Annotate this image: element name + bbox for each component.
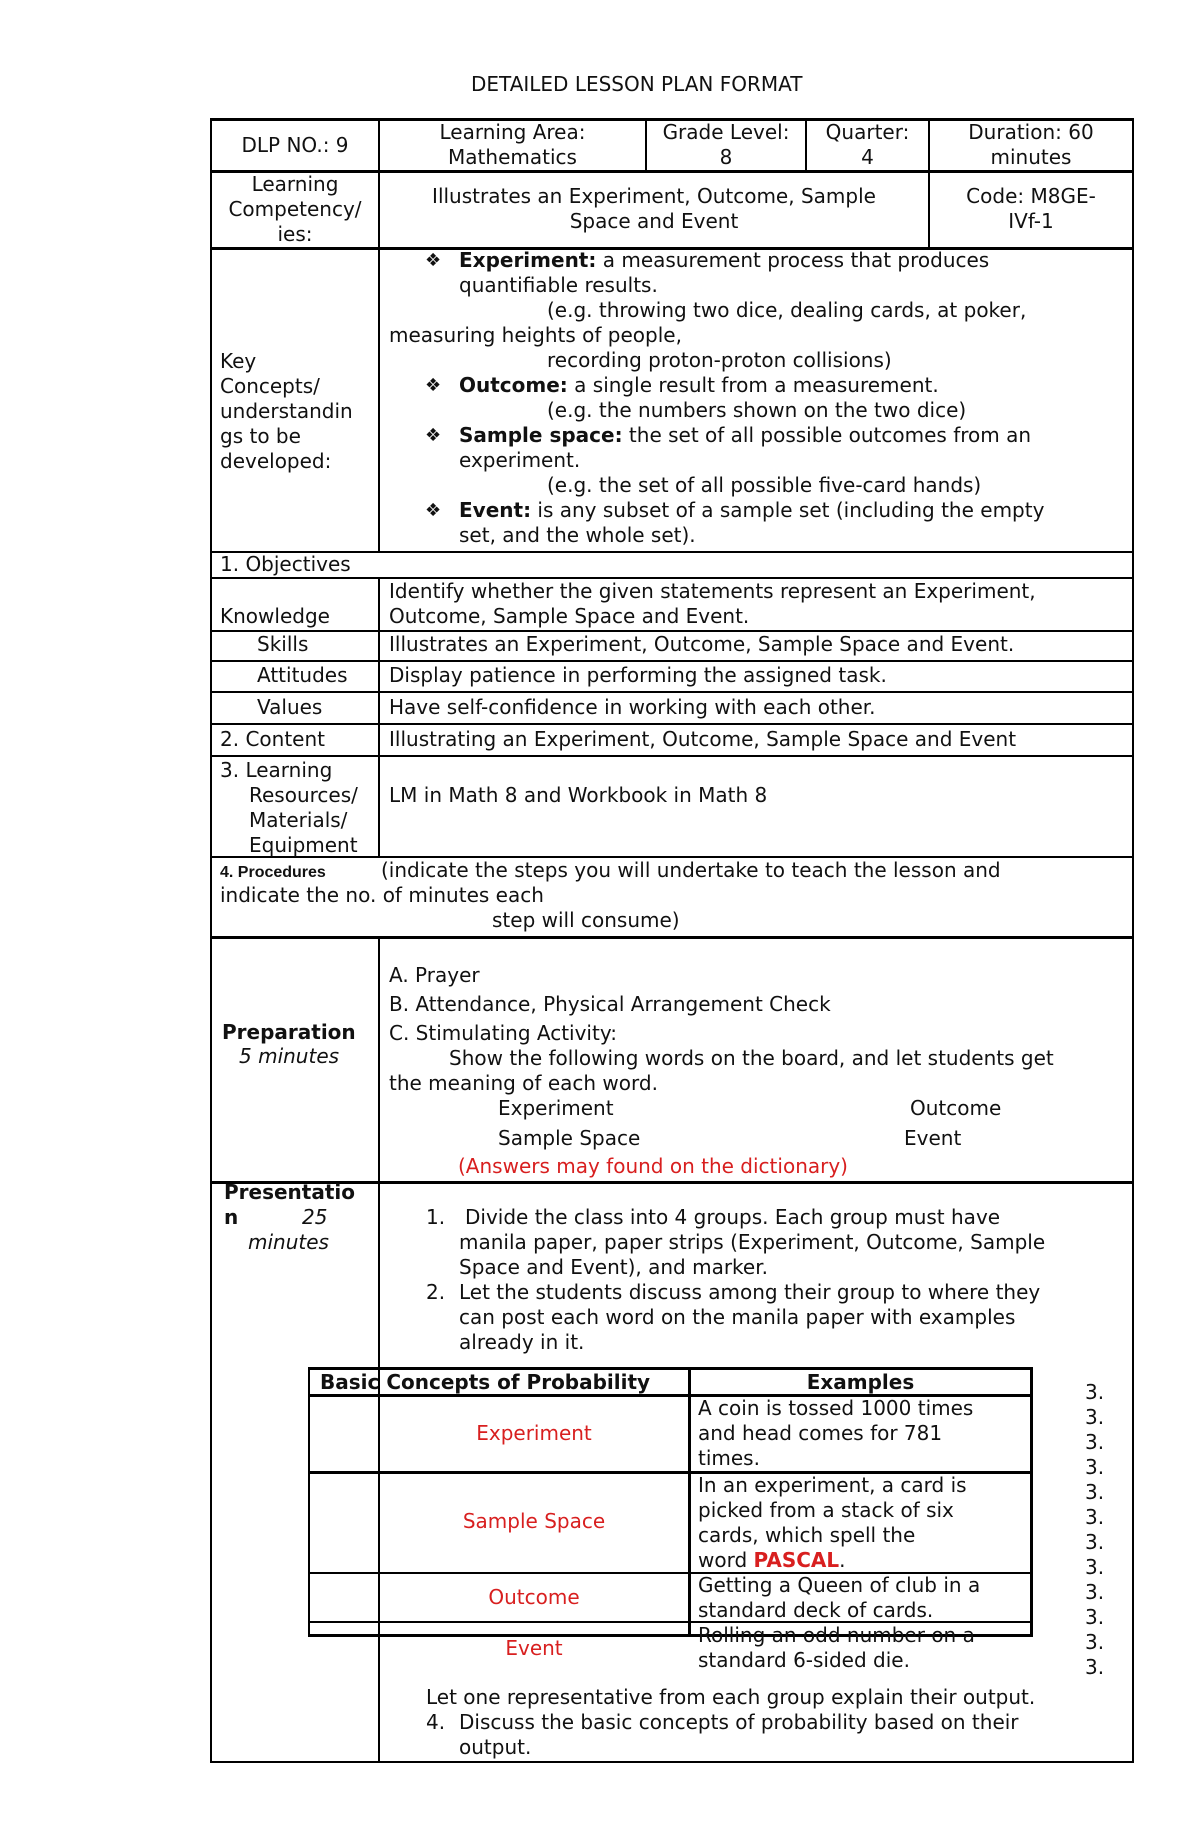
concept-example: recording proton-proton collisions) — [547, 348, 892, 372]
procedures-note: (indicate the steps you will undertake to teach the lesson and — [381, 858, 1001, 882]
knowledge-label: Knowledge — [220, 604, 330, 628]
presentation-label: Presentatio — [224, 1180, 356, 1204]
concept-definition: is any subset of a sample set (including the empty — [531, 498, 1045, 522]
preparation-label: Preparation — [222, 1020, 356, 1044]
values-value: Have self-confidence in working with each other. — [389, 695, 876, 719]
example-cell: and head comes for 781 — [698, 1421, 943, 1445]
example-cell — [698, 1548, 846, 1573]
prep-step-b: B. Attendance, Physical Arrangement Check — [389, 992, 831, 1016]
example-cell: Getting a Queen of club in a — [698, 1573, 981, 1597]
concept-outcome — [459, 373, 939, 398]
preparation-time: 5 minutes — [239, 1044, 340, 1068]
side-number: 3. — [1085, 1555, 1105, 1579]
skills-value: Illustrates an Experiment, Outcome, Sample Space and Event. — [389, 632, 1015, 656]
side-number: 3. — [1085, 1455, 1105, 1479]
board-word: Experiment — [498, 1096, 614, 1120]
knowledge-value: Outcome, Sample Space and Event. — [389, 604, 750, 628]
key-concepts-label: Concepts/ — [220, 374, 320, 398]
concept-term: Experiment: — [459, 248, 597, 272]
example-cell: A coin is tossed 1000 times — [698, 1396, 974, 1420]
grade-level-label: Grade Level: — [662, 120, 790, 144]
prep-activity-text: the meaning of each word. — [389, 1071, 658, 1095]
key-concepts-label: Key — [220, 349, 257, 373]
side-number: 3. — [1085, 1380, 1105, 1404]
example-cell: standard deck of cards. — [698, 1598, 934, 1622]
resources-value: LM in Math 8 and Workbook in Math 8 — [389, 783, 768, 807]
step-text: Space and Event), and marker. — [459, 1255, 768, 1279]
concept-definition: quantifiable results. — [459, 273, 658, 297]
content-label: 2. Content — [220, 727, 325, 751]
resources-label: 3. Learning — [220, 758, 333, 782]
answer-note: (Answers may found on the dictionary) — [458, 1154, 848, 1178]
learning-area-label: Learning Area: — [439, 120, 586, 144]
step-text: output. — [459, 1735, 532, 1759]
side-number: 3. — [1085, 1605, 1105, 1629]
competency-label: Learning — [251, 172, 339, 196]
resources-label: Resources/ — [249, 783, 358, 807]
example-text: word — [698, 1548, 754, 1572]
key-concepts-label: developed: — [220, 449, 332, 473]
example-keyword: PASCAL — [753, 1548, 840, 1572]
side-number: 3. — [1085, 1405, 1105, 1429]
concept-term: Outcome: — [459, 373, 568, 397]
example-cell: times. — [698, 1446, 760, 1470]
knowledge-value: Identify whether the given statements represent an Experiment, — [389, 579, 1036, 603]
procedures-label: 4. Procedures — [220, 864, 326, 881]
example-text: . — [839, 1548, 846, 1572]
key-concepts-label: understandin — [220, 399, 353, 423]
code-label: Code: M8GE- — [966, 184, 1096, 208]
concept-event — [459, 498, 1044, 523]
concept-experiment — [459, 248, 989, 273]
side-number: 3. — [1085, 1480, 1105, 1504]
concept-example: measuring heights of people, — [389, 323, 682, 347]
quarter-value: 4 — [861, 145, 874, 169]
concept-cell: Outcome — [488, 1585, 580, 1609]
resources-label: Materials/ — [249, 808, 348, 832]
concept-cell: Event — [505, 1636, 563, 1660]
step-text: Let one representative from each group explain their output. — [426, 1685, 1036, 1709]
concept-definition: a measurement process that produces — [596, 248, 990, 272]
quarter-label: Quarter: — [825, 120, 910, 144]
concept-cell: Sample Space — [462, 1509, 606, 1533]
learning-area-value: Mathematics — [448, 145, 577, 169]
board-word: Sample Space — [498, 1126, 641, 1150]
competency-value: Space and Event — [569, 209, 739, 233]
example-cell: cards, which spell the — [698, 1523, 916, 1547]
prep-step-c: C. Stimulating Activity: — [389, 1021, 617, 1045]
duration-value: minutes — [990, 145, 1072, 169]
concept-example: (e.g. the numbers shown on the two dice) — [547, 398, 967, 422]
step-number: 2. — [426, 1280, 446, 1304]
presentation-label: n — [224, 1205, 239, 1229]
board-word: Outcome — [910, 1096, 1002, 1120]
step-text: already in it. — [459, 1330, 585, 1354]
step-text: can post each word on the manila paper with examples — [459, 1305, 1016, 1329]
table-header-examples: Examples — [806, 1370, 915, 1394]
step-text: Divide the class into 4 groups. Each group must have — [465, 1205, 1001, 1229]
concept-definition: the set of all possible outcomes from an — [622, 423, 1032, 447]
step-number: 4. — [426, 1710, 446, 1734]
objectives-heading: 1. Objectives — [220, 552, 351, 576]
content-value: Illustrating an Experiment, Outcome, Sample Space and Event — [389, 727, 1017, 751]
concept-definition: set, and the whole set). — [459, 523, 696, 547]
grade-level-value: 8 — [719, 145, 733, 169]
competency-label: Competency/ — [228, 197, 362, 221]
dlp-number: DLP NO.: 9 — [241, 133, 349, 157]
concept-sample-space — [459, 423, 1031, 448]
example-cell: Rolling an odd number on a — [698, 1623, 975, 1647]
side-number: 3. — [1085, 1580, 1105, 1604]
skills-label: Skills — [257, 632, 309, 656]
presentation-time: 25 — [302, 1205, 328, 1229]
step-text: Let the students discuss among their group to where they — [459, 1280, 1041, 1304]
step-text: Discuss the basic concepts of probability based on their — [459, 1710, 1019, 1734]
duration-label: Duration: 60 — [968, 120, 1094, 144]
key-concepts-label: gs to be — [220, 424, 301, 448]
concept-term: Sample space: — [459, 423, 623, 447]
example-cell: In an experiment, a card is — [698, 1473, 967, 1497]
board-word: Event — [904, 1126, 962, 1150]
attitudes-value: Display patience in performing the assigned task. — [389, 663, 887, 687]
presentation-time: minutes — [248, 1230, 329, 1254]
example-cell: standard 6-sided die. — [698, 1648, 910, 1672]
procedures-note: indicate the no. of minutes each — [220, 883, 544, 907]
attitudes-label: Attitudes — [257, 663, 348, 687]
competency-label: ies: — [277, 222, 313, 246]
table-header-concepts: Basic Concepts of Probability — [320, 1370, 651, 1394]
code-value: IVf-1 — [1008, 209, 1054, 233]
concept-example: (e.g. throwing two dice, dealing cards, at poker, — [547, 298, 1027, 322]
prep-activity-text: Show the following words on the board, and let students get — [449, 1046, 1054, 1070]
competency-value: Illustrates an Experiment, Outcome, Sample — [432, 184, 876, 208]
values-label: Values — [257, 695, 323, 719]
concept-term: Event: — [459, 498, 532, 522]
concept-example: (e.g. the set of all possible five-card hands) — [547, 473, 982, 497]
step-number: 1. — [426, 1205, 446, 1229]
side-number: 3. — [1085, 1630, 1105, 1654]
side-number: 3. — [1085, 1430, 1105, 1454]
prep-step-a: A. Prayer — [389, 963, 480, 987]
resources-label: Equipment — [249, 833, 358, 857]
side-number: 3. — [1085, 1530, 1105, 1554]
step-text: manila paper, paper strips (Experiment, Outcome, Sample — [459, 1230, 1046, 1254]
page-title: DETAILED LESSON PLAN FORMAT — [471, 72, 803, 96]
example-cell: picked from a stack of six — [698, 1498, 954, 1522]
concept-definition: experiment. — [459, 448, 581, 472]
side-number: 3. — [1085, 1655, 1105, 1679]
procedures-note: step will consume) — [492, 908, 680, 932]
concept-cell: Experiment — [476, 1421, 592, 1445]
side-number: 3. — [1085, 1505, 1105, 1529]
concept-definition: a single result from a measurement. — [567, 373, 939, 397]
